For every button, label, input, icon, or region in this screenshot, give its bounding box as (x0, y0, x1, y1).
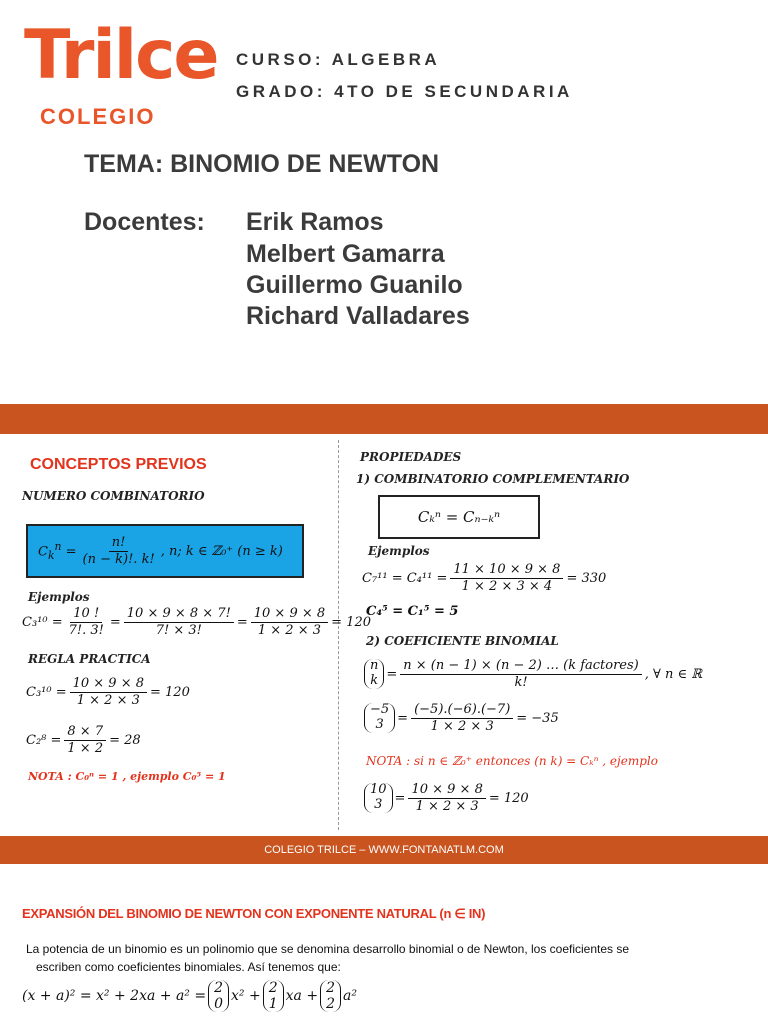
ex1-result: = 120 (331, 614, 371, 630)
binom-ex3: −5 3 (364, 703, 395, 733)
ex1-frac1: $\frac{10 !}{7!. 3!}$ (68, 606, 104, 638)
left-example-2: C₃¹⁰ = $\frac{10 \times 9 \times 8}{1 \times 2 \times 3}$ = 120 (26, 676, 190, 708)
binom-term-1: 2 0 (208, 980, 229, 1012)
footer-band: COLEGIO TRILCE – WWW.FONTANATLM.COM (0, 836, 768, 864)
right-examples-label: Ejemplos (368, 544, 430, 558)
binomial-coefficient-definition: n k = $\frac{\text{n × (n − 1) × (n − 2) … (k factores)}}{k!}$ , ∀ n ∈ ℝ (362, 658, 702, 690)
formula-condition: , n; k ∈ ℤ₀⁺ (n ≥ k) (160, 543, 283, 559)
intro-paragraph (26, 940, 746, 976)
property-1-heading: 1) COMBINATORIO COMPLEMENTARIO (356, 472, 630, 486)
right-example-3: −5 3 = $\frac{(-5).(-6).(-7)}{1 \times 2 \times 3}$ = −35 (362, 702, 559, 734)
r-ex4-frac: $\frac{10 \times 9 \times 8}{1 \times 2 \times 3}$ (408, 782, 485, 814)
equation-lhs: (x + a)² = x² + 2xa + a² = (22, 988, 207, 1005)
teacher-name: Richard Valladares (246, 302, 470, 330)
trilce-logo: Trilce (24, 16, 218, 95)
expansion-heading: EXPANSIÓN DEL BINOMIO DE NEWTON CON EXPONENTE NATURAL (n ∈ IN) (22, 906, 486, 921)
left-example-1: C₃¹⁰ = $\frac{10 !}{7!. 3!}$ = $\frac{10 \times 9 \times 8 \times 7!}{7! \times 3!}$ = $\frac{10 \times 9 \times 8}{1 \times 2 \times 3}$ = 120 (22, 606, 371, 638)
ex3-frac: $\frac{8 \times 7}{1 \times 2}$ (64, 724, 106, 756)
ex2-frac: $\frac{10 \times 9 \times 8}{1 \times 2 \times 3}$ (70, 676, 147, 708)
combinatorial-formula-box (26, 524, 304, 578)
formula-numerator: n! (109, 535, 129, 552)
ex1-frac2: $\frac{10 \times 9 \times 8 \times 7!}{7! \times 3!}$ (124, 606, 234, 638)
examples-label: Ejemplos (28, 590, 90, 604)
formula-c: $C_k^n$ = (38, 540, 77, 562)
top-band (0, 404, 768, 434)
teacher-name: Melbert Gamarra (246, 240, 445, 268)
concepts-heading: CONCEPTOS PREVIOS (30, 456, 207, 473)
right-note: NOTA : si n ∈ ℤ₀⁺ entonces (n k) = Cₖⁿ , ejemplo (366, 754, 658, 768)
left-note: NOTA : C₀ⁿ = 1 , ejemplo C₀⁵ = 1 (28, 770, 226, 783)
binom-term-3: 2 2 (320, 980, 341, 1012)
right-example-4: 10 3 = $\frac{10 \times 9 \times 8}{1 \times 2 \times 3}$ = 120 (362, 782, 529, 814)
ex1-frac3: $\frac{10 \times 9 \times 8}{1 \times 2 \times 3}$ (251, 606, 328, 638)
topic-title: TEMA: BINOMIO DE NEWTON (84, 150, 440, 178)
binom-frac: $\frac{\text{n × (n − 1) × (n − 2) … (k factores)}}{k!}$ (400, 658, 641, 690)
formula-denominator: (n − k)!. k! (82, 551, 155, 567)
properties-heading: PROPIEDADES (360, 450, 462, 464)
para-line-2: escriben como coeficientes binomiales. Así tenemos que: (36, 960, 341, 974)
left-example-3: C₂⁸ = $\frac{8 \times 7}{1 \times 2}$ = 28 (26, 724, 141, 756)
para-line-1: La potencia de un binomio es un polinomio que se denomina desarrollo binomial o de Newton, los coeficientes se (26, 942, 630, 956)
right-example-1: C₇¹¹ = C₄¹¹ = $\frac{11 \times 10 \times 9 \times 8}{1 \times 2 \times 3 \times 4}$ = 330 (362, 562, 607, 594)
binom-nk: n k (364, 659, 384, 689)
r-ex3-frac: $\frac{(-5).(-6).(-7)}{1 \times 2 \times 3}$ (411, 702, 513, 734)
grade-label: GRADO: 4TO DE SECUNDARIA (236, 82, 573, 101)
binom-ex4: 10 3 (364, 783, 393, 813)
teacher-name: Erik Ramos (246, 208, 384, 236)
combinatorial-heading: NUMERO COMBINATORIO (22, 489, 205, 503)
teachers-label: Docentes: (84, 208, 205, 236)
property-2-heading: 2) COEFICIENTE BINOMIAL (366, 634, 559, 648)
complementary-formula-box: Cₖⁿ = Cₙ₋ₖⁿ (378, 495, 540, 539)
teacher-name: Guillermo Guanilo (246, 271, 463, 299)
expansion-equation: (x + a)² = x² + 2xa + a² = 2 0 x² + 2 1 xa + 2 2 a² (22, 980, 357, 1013)
logo-subtitle: COLEGIO (40, 104, 156, 129)
formula-fraction (80, 535, 158, 567)
binom-term-2: 2 1 (263, 980, 284, 1012)
right-example-2: C₄⁵ = C₁⁵ = 5 (366, 604, 459, 619)
r-ex1-frac: $\frac{11 \times 10 \times 9 \times 8}{1 \times 2 \times 3 \times 4}$ (450, 562, 563, 594)
rule-heading: REGLA PRACTICA (28, 652, 151, 666)
ex1-lhs: C₃¹⁰ = (22, 614, 63, 630)
course-label: CURSO: ALGEBRA (236, 50, 441, 69)
